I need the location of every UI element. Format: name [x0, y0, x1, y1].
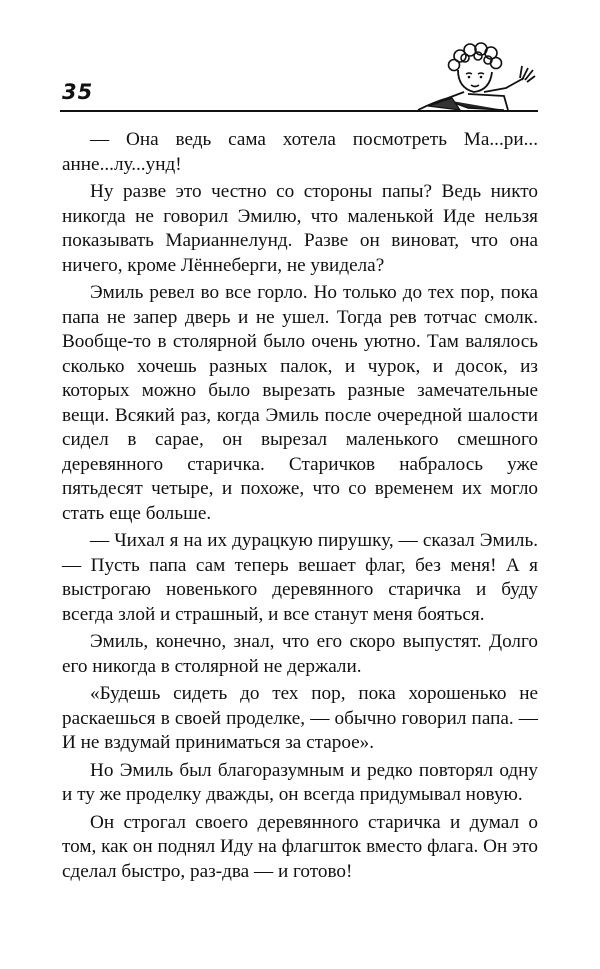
body-text: [62, 128, 538, 887]
paragraph: «Будешь сидеть до тех пор, пока хорошенько не раскаешься в своей проделке, — обычно говорил папа. — И не вздумай приниматься за старое».: [62, 683, 538, 753]
boy-with-curly-hair-illustration: [408, 36, 548, 116]
paragraph: Но Эмиль был благоразумным и редко повторял одну и ту же проделку дважды, он всегда придумывал новую.: [62, 759, 538, 805]
paragraph: Эмиль, конечно, знал, что его скоро выпустят. Долго его никогда в столярной не держали.: [62, 631, 538, 677]
paragraph: — Чихал я на их дурацкую пирушку, — сказал Эмиль. — Пусть папа сам теперь вешает флаг, без меня! А я выстрогаю новенького деревянного старичка и буду всегда злой и страшный, и все станут меня бояться.: [62, 530, 538, 625]
paragraph: Эмиль ревел во все горло. Но только до тех пор, пока папа не запер дверь и не ушел. Тогда рев тотчас смолк. Вообще-то в столярной было очень уютно. Там валялось сколько хочешь разных палок, и чурок, и досок, из которых можно было вырезать разные замечательные вещи. Всякий раз, когда Эмиль после очередной шалости сидел в сарае, он вырезал маленького смешного деревянного старичка. Старичков набралось уже пятьдесят четыре, и похоже, что со временем их могло стать еще больше.: [62, 282, 538, 524]
header-divider: [60, 110, 538, 112]
paragraph: Ну разве это честно со стороны папы? Ведь никто никогда не говорил Эмилю, что маленькой Иде нельзя показывать Марианнелунд. Разве он виноват, что она ничего, кроме Лённеберги, не увидела?: [62, 181, 538, 276]
paragraph: Он строгал своего деревянного старичка и думал о том, как он поднял Иду на флагшток вместо флага. Он это сделал быстро, раз-два — и готово!: [62, 811, 538, 882]
paragraph: — Она ведь сама хотела посмотреть Ма...ри... анне...лу...унд!: [62, 129, 538, 175]
page-number: 35: [62, 80, 94, 104]
